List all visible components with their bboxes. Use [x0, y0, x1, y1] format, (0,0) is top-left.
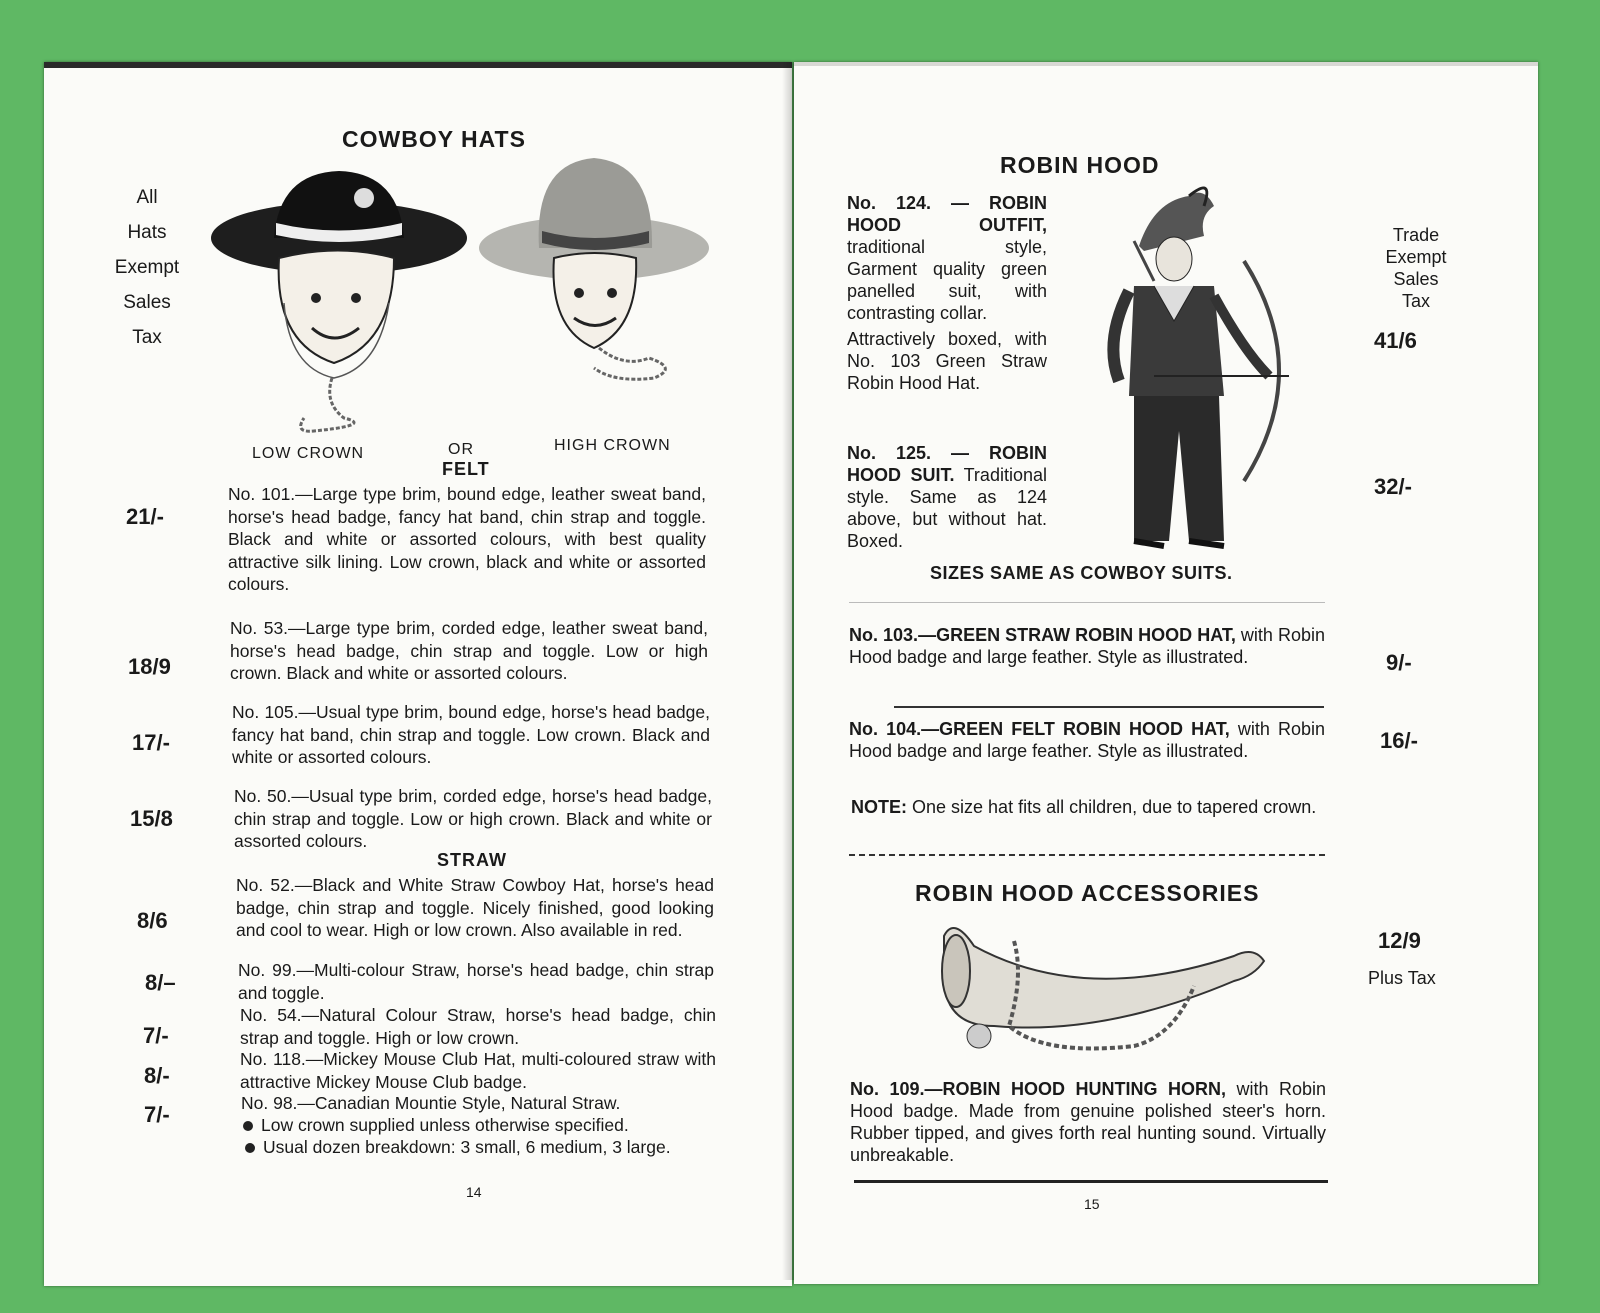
page-number-15: 15: [1084, 1196, 1100, 1212]
page-title-cowboy-hats: COWBOY HATS: [342, 126, 526, 152]
price-105: 17/-: [132, 730, 170, 755]
item-124-boxed: Attractively boxed, with No. 103 Green Straw Robin Hood Hat.: [847, 329, 1047, 393]
price-98: 7/-: [144, 1102, 170, 1127]
divider: [849, 602, 1325, 603]
low-crown-hat-illustration: [204, 163, 469, 438]
item-109: No. 109.—ROBIN HOOD HUNTING HORN, with Robin Hood badge. Made from genuine polished steer's horn. Rubber tipped, and gives forth real hunting sound. Virtually unbreakable.: [850, 1079, 1326, 1165]
item-118: No. 118.—Mickey Mouse Club Hat, multi-coloured straw with attractive Mickey Mouse Club badge.: [240, 1049, 716, 1092]
page-14: [44, 62, 792, 1286]
item-125: No. 125. — ROBIN HOOD SUIT. Traditional style. Same as 124 above, but without hat. Boxed.: [847, 443, 1047, 551]
page-15: [794, 62, 1538, 1284]
hunting-horn-illustration: [934, 916, 1274, 1066]
note-low-crown: Low crown supplied unless otherwise specified.: [243, 1114, 719, 1137]
item-104: No. 104.—GREEN FELT ROBIN HOOD HAT, with Robin Hood badge and large feather. Style as illustrated.: [849, 719, 1325, 761]
item-98: No. 98.—Canadian Mountie Style, Natural Straw.: [241, 1093, 621, 1113]
price-50: 15/8: [130, 806, 173, 831]
item-99: No. 99.—Multi-colour Straw, horse's head badge, chin strap and toggle.: [238, 960, 714, 1003]
item-105: No. 105.—Usual type brim, bound edge, horse's head badge, fancy hat band, chin strap and toggle. Low crown. Black and white or assorted colours.: [232, 702, 710, 767]
divider: [849, 854, 1325, 856]
plus-tax-note: Plus Tax: [1368, 968, 1436, 988]
divider: [854, 1180, 1328, 1183]
price-52: 8/6: [137, 908, 168, 933]
price-53: 18/9: [128, 654, 171, 679]
robin-hood-figure-illustration: [1094, 181, 1344, 551]
note-hat-size: NOTE: One size hat fits all children, due to tapered crown.: [851, 797, 1317, 817]
caption-low-crown: LOW CROWN: [252, 445, 365, 462]
price-118: 8/-: [144, 1063, 170, 1088]
bullet-icon: [245, 1143, 255, 1153]
price-99: 8/–: [145, 970, 176, 995]
divider: [894, 706, 1324, 708]
price-101: 21/-: [126, 504, 164, 529]
item-124: No. 124. — ROBIN HOOD OUTFIT, traditional style, Garment quality green panelled suit, with contrasting collar.: [847, 193, 1047, 323]
caption-high-crown: HIGH CROWN: [554, 437, 671, 454]
item-54: No. 54.—Natural Colour Straw, horse's head badge, chin strap and toggle. High or low crown.: [240, 1005, 716, 1048]
accessories-title: ROBIN HOOD ACCESSORIES: [915, 880, 1260, 906]
caption-or: OR: [448, 441, 474, 458]
price-54: 7/-: [143, 1023, 169, 1048]
catalog-spread: [44, 62, 1542, 1280]
section-felt: FELT: [442, 459, 490, 479]
high-crown-hat-illustration: [474, 153, 714, 413]
trade-exempt-label: Trade Exempt Sales Tax: [1385, 225, 1447, 311]
sizes-note: SIZES SAME AS COWBOY SUITS.: [930, 563, 1233, 583]
price-103: 9/-: [1386, 650, 1412, 675]
page-number-14: 14: [466, 1184, 482, 1200]
price-109: 12/9: [1378, 928, 1421, 953]
tax-exempt-label: All Hats Exempt Sales Tax: [114, 187, 180, 348]
section-straw: STRAW: [437, 850, 507, 870]
note-dozen-breakdown: Usual dozen breakdown: 3 small, 6 medium, 3 large.: [245, 1136, 721, 1159]
page-title-robin-hood: ROBIN HOOD: [1000, 152, 1160, 178]
item-52: No. 52.—Black and White Straw Cowboy Hat, horse's head badge, chin strap and toggle. Nicely finished, good looking and cool to wear. High or low crown. Also available in red.: [236, 875, 714, 940]
price-125: 32/-: [1374, 474, 1412, 499]
price-104: 16/-: [1380, 728, 1418, 753]
bullet-icon: [243, 1121, 253, 1131]
item-50: No. 50.—Usual type brim, corded edge, horse's head badge, chin strap and toggle. Low or high crown. Black and white or assorted colours.: [234, 786, 712, 851]
item-101: No. 101.—Large type brim, bound edge, leather sweat band, horse's head badge, fancy hat band, chin strap and toggle. Black and white or assorted colours, with best quality attractive silk lining. Low crown, black and white or assorted colours.: [228, 484, 706, 594]
item-53: No. 53.—Large type brim, corded edge, leather sweat band, horse's head badge, chin strap and toggle. Low or high crown. Black and white or assorted colours.: [230, 618, 708, 683]
item-103: No. 103.—GREEN STRAW ROBIN HOOD HAT, with Robin Hood badge and large feather. Style as illustrated.: [849, 625, 1325, 667]
price-124: 41/6: [1374, 328, 1417, 353]
